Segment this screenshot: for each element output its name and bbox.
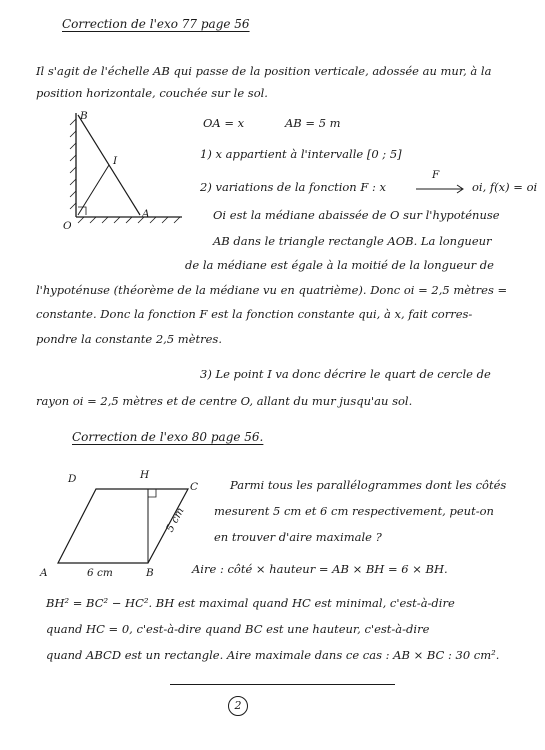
ex80-line-3: quand ABCD est un rectangle. Aire maximale dans ce cas : AB × BC : 30 cm².: [46, 648, 500, 662]
question-1: 1) x appartient à l'intervalle [0 ; 5]: [200, 147, 402, 161]
ex80-line-1: BH² = BC² − HC². BH est maximal quand HC est minimal, c'est-à-dire: [46, 596, 455, 610]
ex77-intro-line-2: position horizontale, couchée sur le sol.: [36, 86, 268, 100]
ex77-title: Correction de l'exo 77 page 56: [62, 17, 250, 31]
side-bc-length: 5 cm: [163, 505, 187, 535]
side-ab-length: 6 cm: [87, 567, 113, 579]
footer-rule: [170, 684, 395, 685]
ex77-line-5: constante. Donc la fonction F est la fonction constante qui, à x, fait corres-: [36, 307, 473, 321]
page-number: 2: [228, 696, 248, 716]
label-d: D: [68, 473, 77, 485]
ex77-line-4: l'hypoténuse (théorème de la médiane vu en quatrième). Donc oi = 2,5 mètres =: [36, 283, 508, 297]
label-h: H: [140, 469, 150, 481]
ladder-figure: [60, 105, 190, 235]
question-2-end: oi, f(x) = oi: [472, 180, 538, 194]
mapping-arrow: [416, 184, 468, 194]
label-b: B: [80, 110, 88, 122]
question-3-line-2: rayon oi = 2,5 mètres et de centre O, allant du mur jusqu'au sol.: [36, 394, 413, 408]
label-c: C: [190, 481, 199, 493]
ex77-line-6: pondre la constante 2,5 mètres.: [36, 332, 222, 346]
oa-definition: OA = x: [203, 116, 245, 130]
label-b-parallelogram: B: [146, 567, 154, 579]
ex77-intro-line-1: Il s'agit de l'échelle AB qui passe de la position verticale, adossée au mur, à la: [36, 64, 492, 78]
label-a: A: [142, 208, 150, 220]
ex80-question-line-1: Parmi tous les parallélogrammes dont les côtés: [230, 478, 507, 492]
ex77-line-3: de la médiane est égale à la moitié de la longueur de: [185, 258, 494, 272]
ex80-line-2: quand HC = 0, c'est-à-dire quand BC est une hauteur, c'est-à-dire: [46, 622, 430, 636]
question-2-start: 2) variations de la fonction F : x: [200, 180, 387, 194]
ex77-line-2: AB dans le triangle rectangle AOB. La longueur: [213, 234, 492, 248]
label-i: I: [113, 155, 118, 167]
ex80-question-line-2: mesurent 5 cm et 6 cm respectivement, peut-on: [214, 504, 494, 518]
function-name-f: F: [432, 169, 440, 181]
ex80-title: Correction de l'exo 80 page 56.: [72, 430, 264, 444]
ex77-line-1: Oi est la médiane abaissée de O sur l'hypoténuse: [213, 208, 500, 222]
question-3-line-1: 3) Le point I va donc décrire le quart de cercle de: [200, 367, 491, 381]
area-formula: Aire : côté × hauteur = AB × BH = 6 × BH.: [192, 562, 448, 576]
label-o: O: [63, 220, 72, 232]
ab-length: AB = 5 m: [285, 116, 341, 130]
label-a-parallelogram: A: [40, 567, 48, 579]
ex80-question-line-3: en trouver d'aire maximale ?: [214, 530, 382, 544]
